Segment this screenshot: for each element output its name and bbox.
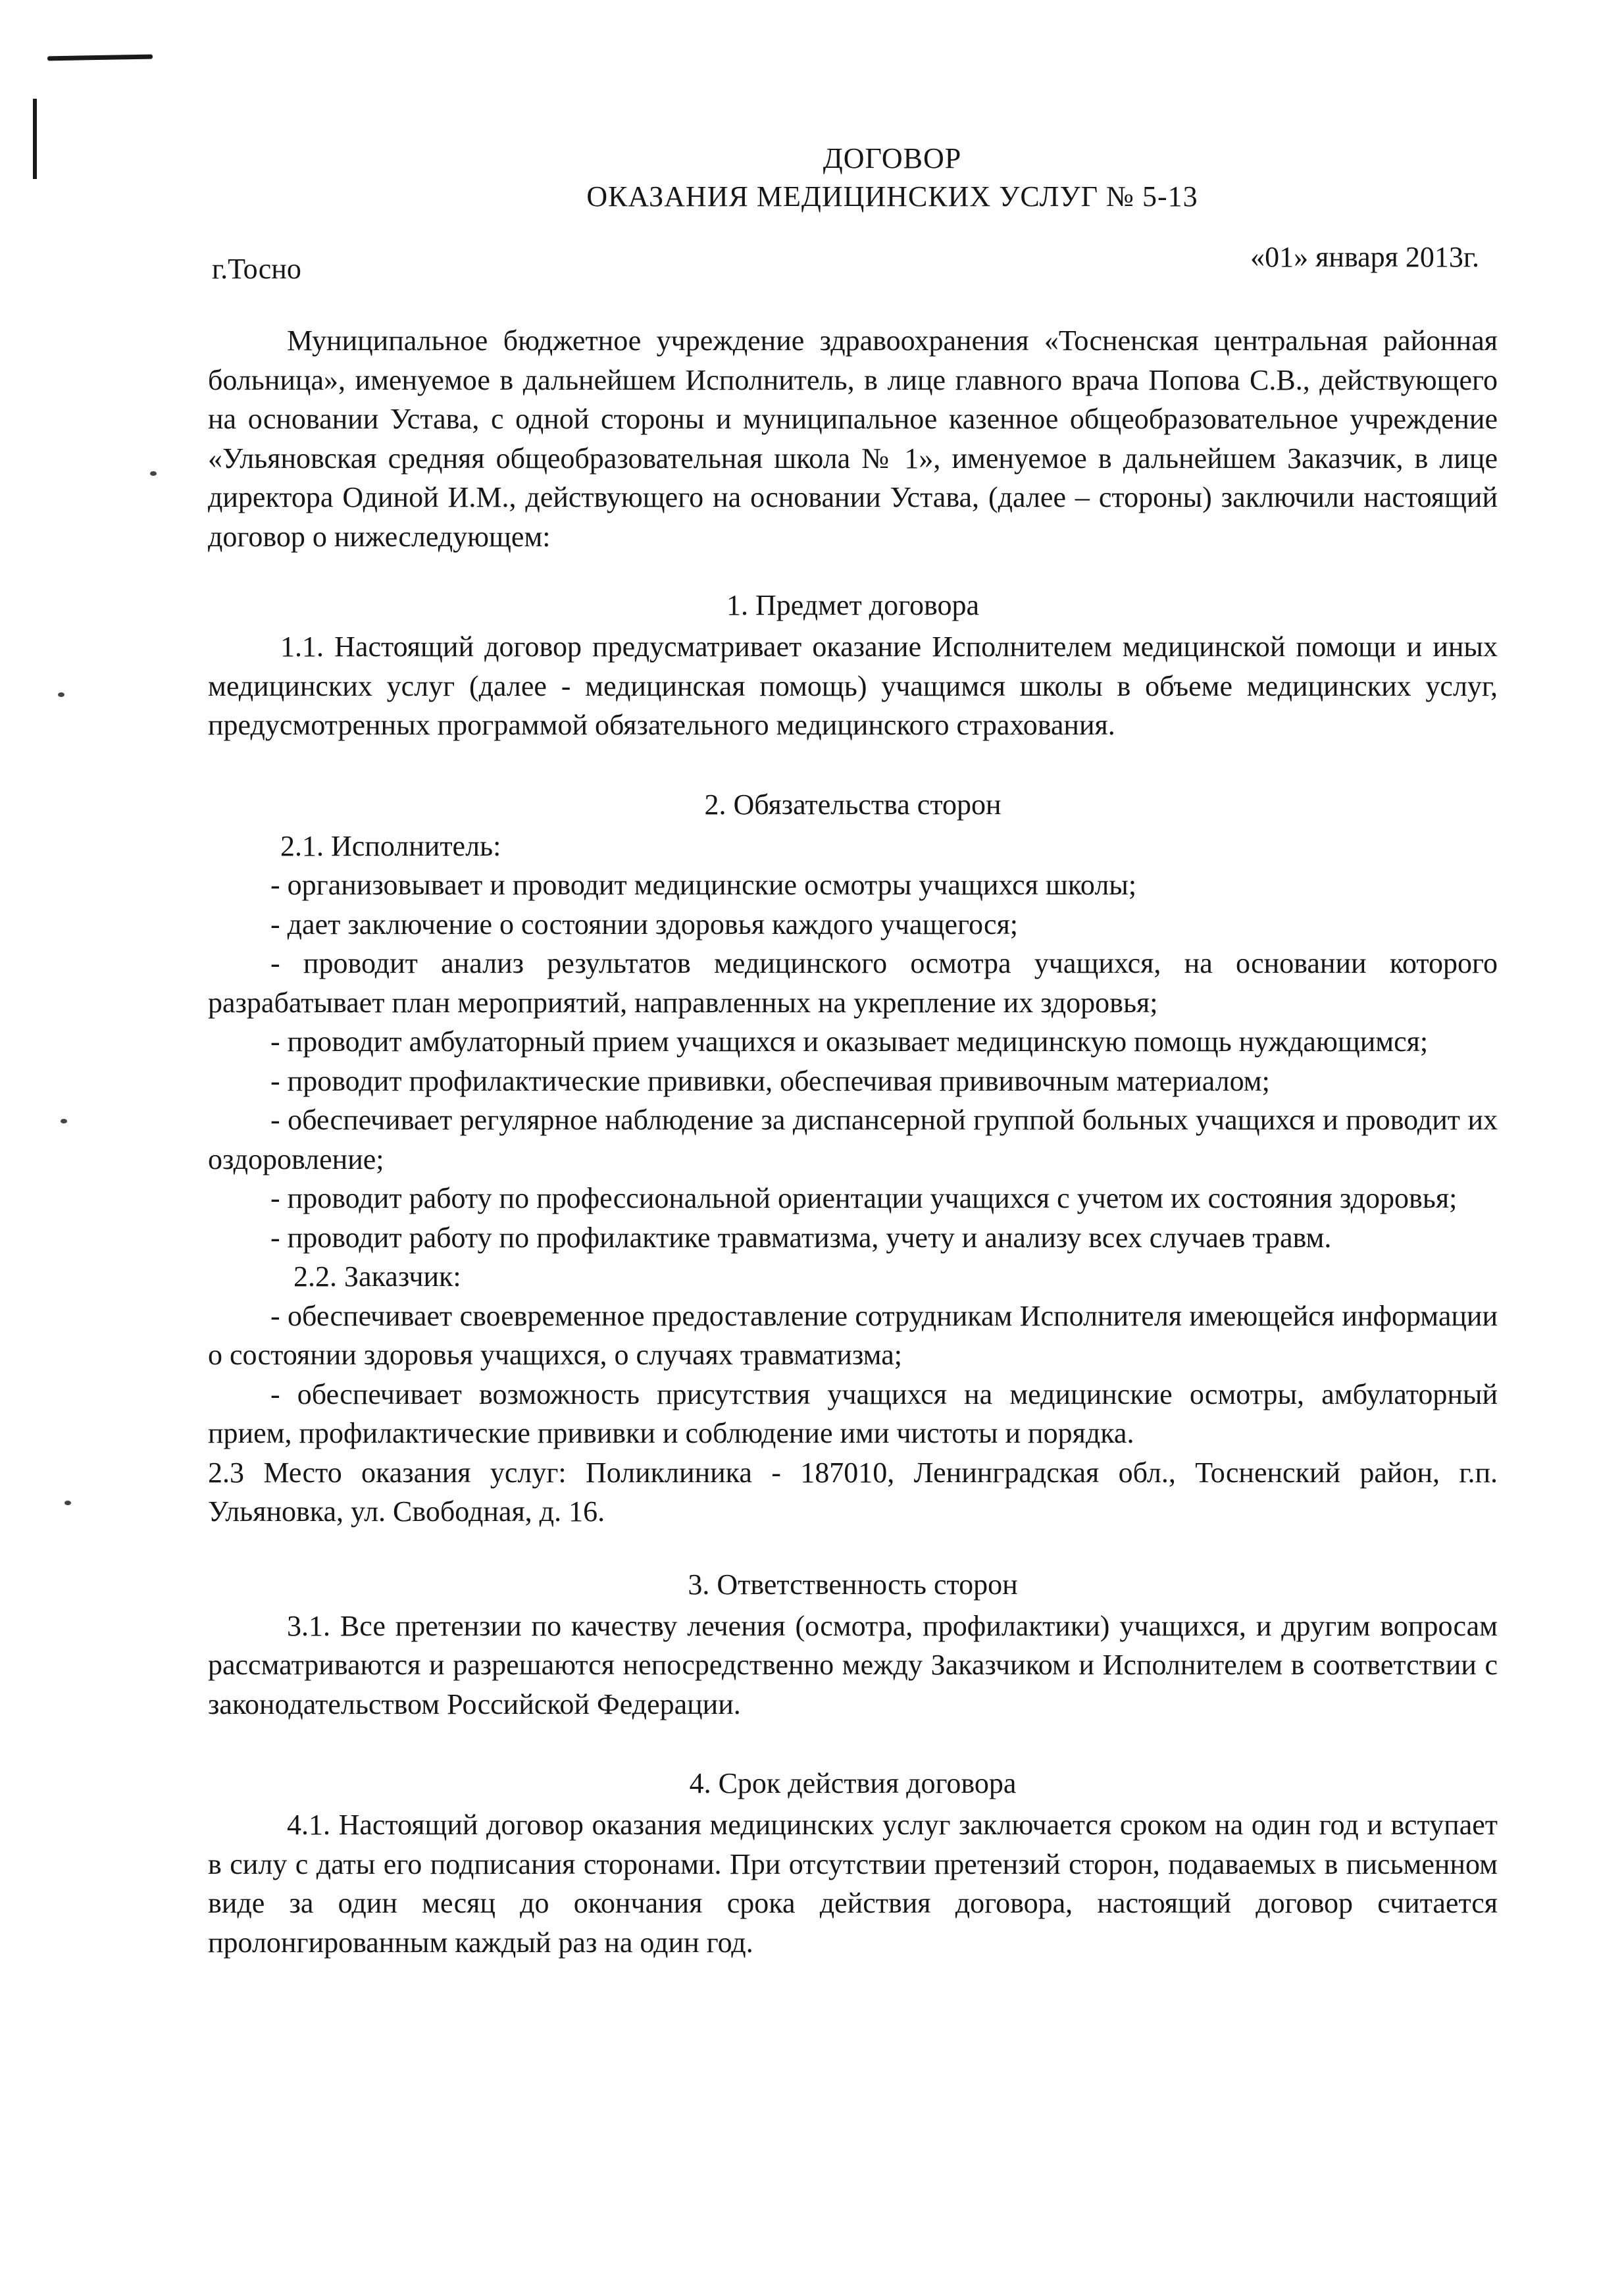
clause-2-1-label: 2.1. Исполнитель: [280, 829, 501, 862]
executor-item: - обеспечивает регулярное наблюдение за диспансерной группой больных учащихся и проводит их оздоровление; [208, 1104, 1498, 1175]
section-2-heading: 2. Обязательства сторон [704, 788, 1002, 821]
title-line-2: ОКАЗАНИЯ МЕДИЦИНСКИХ УСЛУГ № 5-13 [586, 180, 1198, 213]
section-1-heading: 1. Предмет договора [726, 589, 980, 621]
section-4-heading: 4. Срок действия договора [689, 1767, 1017, 1799]
executor-item: - проводит анализ результатов медицинского осмотра учащихся, на основании которого разрабатывает план мероприятий, направленных на укрепление их здоровья; [208, 947, 1498, 1019]
executor-item: - проводит профилактические прививки, обеспечивая прививочным материалом; [270, 1064, 1270, 1097]
customer-item: - обеспечивает своевременное предоставление сотрудникам Исполнителя имеющейся информации о состоянии здоровья учащихся, о случаях травматизма; [208, 1299, 1498, 1371]
executor-item: - организовывает и проводит медицинские осмотры учащихся школы; [270, 869, 1137, 901]
title-line-1: ДОГОВОР [823, 142, 962, 174]
document-title [208, 140, 1498, 216]
clause-3-1: 3.1. Все претензии по качеству лечения (осмотра, профилактики) учащихся, и другим вопросам рассматриваются и разрешаются непосредственно между Заказчиком и Исполнителем в соответствии с законодательством Российской Федерации. [208, 1609, 1498, 1720]
clause-2-3: 2.3 Место оказания услуг: Поликлиника - 187010, Ленинградская обл., Тосненский район, г.п. Ульяновка, ул. Свободная, д. 16. [208, 1456, 1498, 1528]
scan-speck [58, 692, 64, 697]
customer-item: - обеспечивает возможность присутствия учащихся на медицинские осмотры, амбулаторный прием, профилактические прививки и соблюдение ими чистоты и порядка. [208, 1378, 1498, 1449]
contract-city: г.Тосно [212, 253, 301, 285]
contract-date: «01» января 2013г. [1250, 241, 1479, 273]
scan-speck [61, 1119, 67, 1123]
contract-page [208, 140, 1498, 1962]
executor-item: - проводит работу по профилактике травматизма, учету и анализу всех случаев травм. [270, 1221, 1332, 1254]
scan-artifact-line [47, 55, 153, 61]
clause-4-1: 4.1. Настоящий договор оказания медицинских услуг заключается сроком на один год и вступает в силу с даты его подписания сторонами. При отсутствии претензий сторон, подаваемых в письменном виде за один месяц до окончания срока действия договора, настоящий договор считается пролонгированным каждый раз на один год. [208, 1809, 1498, 1959]
executor-item: - проводит амбулаторный прием учащихся и оказывает медицинскую помощь нуждающимся; [270, 1025, 1429, 1058]
executor-item: - дает заключение о состоянии здоровья каждого учащегося; [270, 908, 1019, 940]
executor-item: - проводит работу по профессиональной ориентации учащихся с учетом их состояния здоровья; [270, 1182, 1458, 1214]
preamble: Муниципальное бюджетное учреждение здравоохранения «Тосненская центральная районная больница», именуемое в дальнейшем Исполнитель, в лице главного врача Попова С.В., действующего на основании Устава, с одной стороны и муниципальное казенное общеобразовательное учреждение «Ульяновская средняя общеобразовательная школа № 1», именуемое в дальнейшем Заказчик, в лице директора Одиной И.М., действующего на основании Устава, (далее – стороны) заключили настоящий договор о нижеследующем: [208, 324, 1498, 553]
section-3-heading: 3. Ответственность сторон [688, 1568, 1018, 1601]
clause-1-1: 1.1. Настоящий договор предусматривает оказание Исполнителем медицинской помощи и иных медицинских услуг (далее - медицинская помощь) учащимся школы в объеме медицинских услуг, предусмотренных программой обязательного медицинского страхования. [208, 631, 1498, 741]
clause-2-2-label: 2.2. Заказчик: [293, 1260, 461, 1293]
scan-speck [150, 471, 157, 476]
scan-artifact-bar [33, 99, 37, 179]
scan-speck [64, 1501, 71, 1505]
place-date-row [208, 241, 1498, 288]
